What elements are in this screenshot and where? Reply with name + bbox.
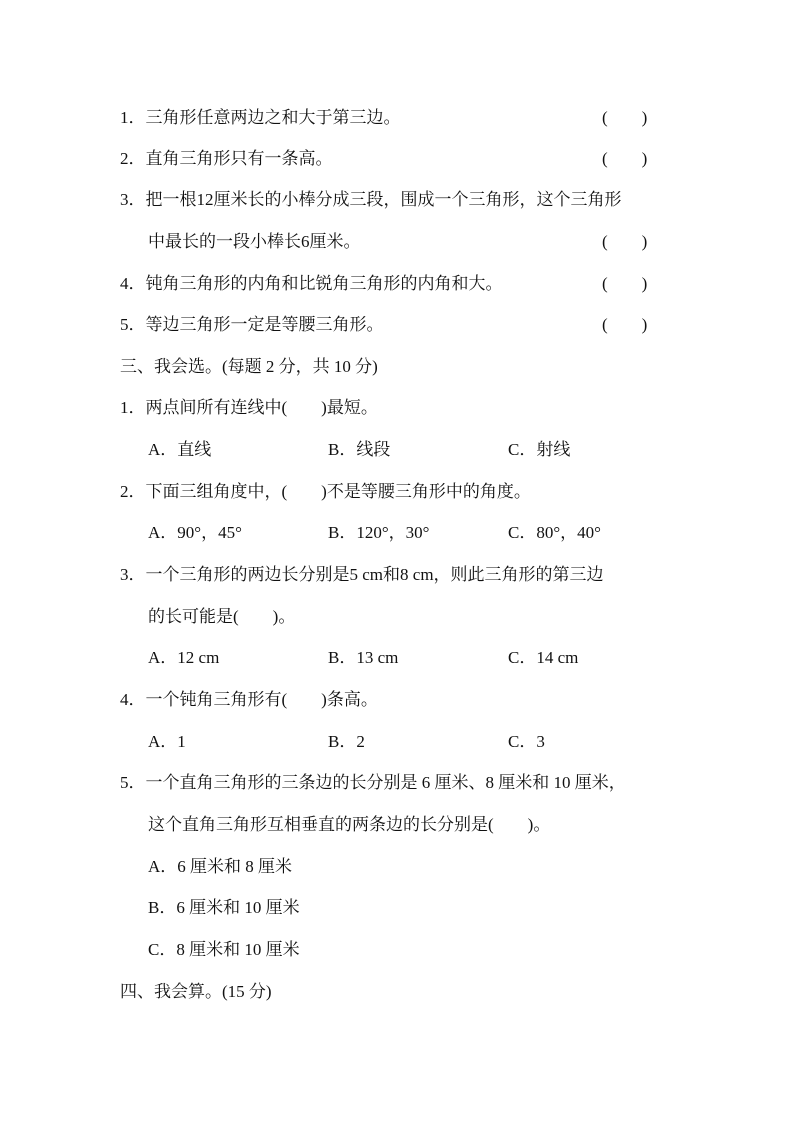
choice-question-3: 3．一个三角形的两边长分别是5 cm和8 cm，则此三角形的第三边: [120, 565, 604, 584]
q1-option-b[interactable]: B．线段: [328, 440, 391, 459]
judge-blank-3[interactable]: ( ): [602, 232, 648, 251]
choice-question-5-cont: 这个直角三角形互相垂直的两条边的长分别是( )。: [148, 815, 551, 834]
q5-option-b[interactable]: B．6 厘米和 10 厘米: [148, 898, 300, 917]
judge-blank-2[interactable]: ( ): [602, 149, 648, 168]
q3-option-a[interactable]: A．12 cm: [148, 648, 220, 667]
q2-option-c[interactable]: C．80°，40°: [508, 523, 601, 542]
section-4-title: 四、我会算。(15 分): [120, 982, 272, 1001]
q5-option-c[interactable]: C．8 厘米和 10 厘米: [148, 940, 300, 959]
judge-blank-1[interactable]: ( ): [602, 108, 648, 127]
q4-option-b[interactable]: B．2: [328, 732, 365, 751]
judge-item-2: 2．直角三角形只有一条高。: [120, 149, 333, 168]
q4-option-c[interactable]: C．3: [508, 732, 545, 751]
judge-item-5: 5．等边三角形一定是等腰三角形。: [120, 315, 384, 334]
judge-blank-4[interactable]: ( ): [602, 274, 648, 293]
q2-option-b[interactable]: B．120°，30°: [328, 523, 430, 542]
q3-option-b[interactable]: B．13 cm: [328, 648, 399, 667]
choice-question-2: 2．下面三组角度中，( )不是等腰三角形中的角度。: [120, 482, 531, 501]
choice-question-4: 4．一个钝角三角形有( )条高。: [120, 690, 378, 709]
judge-item-4: 4．钝角三角形的内角和比锐角三角形的内角和大。: [120, 274, 503, 293]
choice-question-3-cont: 的长可能是( )。: [148, 607, 296, 626]
q4-option-a[interactable]: A．1: [148, 732, 186, 751]
q1-option-a[interactable]: A．直线: [148, 440, 212, 459]
choice-question-5: 5．一个直角三角形的三条边的长分别是 6 厘米、8 厘米和 10 厘米，: [120, 773, 626, 792]
q1-option-c[interactable]: C．射线: [508, 440, 571, 459]
q2-option-a[interactable]: A．90°，45°: [148, 523, 242, 542]
judge-blank-5[interactable]: ( ): [602, 315, 648, 334]
choice-question-1: 1．两点间所有连线中( )最短。: [120, 398, 378, 417]
section-3-title: 三、我会选。(每题 2 分，共 10 分): [120, 357, 378, 376]
q3-option-c[interactable]: C．14 cm: [508, 648, 579, 667]
judge-item-1: 1．三角形任意两边之和大于第三边。: [120, 108, 401, 127]
q5-option-a[interactable]: A．6 厘米和 8 厘米: [148, 857, 293, 876]
judge-item-3: 3．把一根12厘米长的小棒分成三段，围成一个三角形，这个三角形: [120, 190, 622, 209]
judge-item-3-cont: 中最长的一段小棒长6厘米。: [148, 232, 361, 251]
